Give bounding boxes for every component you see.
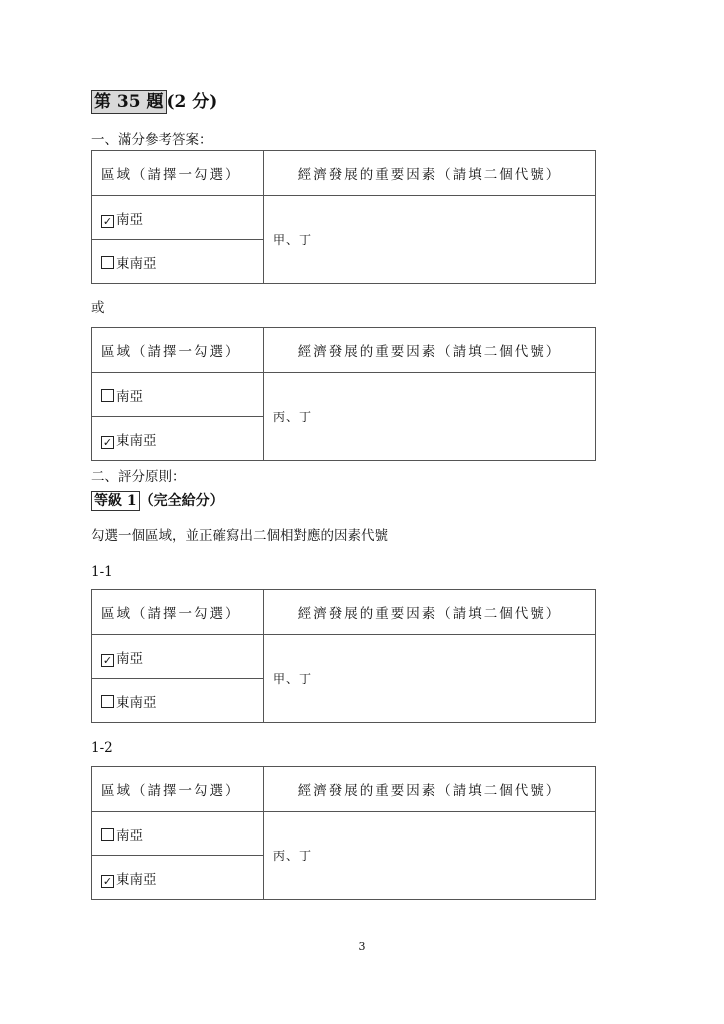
- region-label: 南亞: [116, 388, 143, 405]
- table-header-factor: 經濟發展的重要因素（請填二個代號）: [264, 767, 596, 812]
- region-label: 南亞: [116, 650, 143, 667]
- table-header-factor: 經濟發展的重要因素（請填二個代號）: [264, 328, 596, 373]
- region-label: 南亞: [116, 211, 143, 228]
- or-label: 或: [91, 300, 105, 316]
- factor-answer: 甲、丁: [264, 196, 596, 284]
- table-header-region: 區域（請擇一勾選）: [92, 590, 264, 635]
- case-label-1-1: 1-1: [91, 564, 113, 580]
- checkbox-icon: ✓: [102, 214, 113, 228]
- region-option-south-asia: [92, 373, 264, 417]
- factor-answer: 丙、丁: [264, 373, 596, 461]
- checkbox-icon: [101, 256, 114, 269]
- question-points: (2 分): [166, 92, 218, 112]
- region-option-south-asia: [92, 196, 264, 240]
- region-label: 南亞: [116, 827, 143, 844]
- region-option-southeast-asia: [92, 240, 264, 284]
- region-label: 東南亞: [116, 694, 157, 711]
- table-header-region: 區域（請擇一勾選）: [92, 151, 264, 196]
- answer-table-1: [91, 150, 596, 284]
- region-label: 東南亞: [116, 255, 157, 272]
- grade-description: 勾選一個區域，並正確寫出二個相對應的因素代號: [91, 528, 388, 544]
- page-number: 3: [358, 940, 366, 953]
- checkbox-icon: ✓: [102, 653, 113, 667]
- checkbox-icon: [101, 828, 114, 841]
- grade-note: （完全給分）: [139, 493, 224, 509]
- question-title: [91, 90, 217, 114]
- region-option-southeast-asia: [92, 856, 264, 900]
- region-option-south-asia: [92, 635, 264, 679]
- case-label-1-2: 1-2: [91, 740, 113, 756]
- grade-level: 等級 1: [91, 491, 140, 511]
- section1-heading: 一、滿分參考答案：: [91, 132, 213, 148]
- region-label: 東南亞: [116, 871, 157, 888]
- checkbox-icon: [101, 695, 114, 708]
- answer-table-3: [91, 589, 596, 723]
- answer-table-4: [91, 766, 596, 900]
- factor-answer: 丙、丁: [264, 812, 596, 900]
- table-header-region: 區域（請擇一勾選）: [92, 328, 264, 373]
- checkbox-icon: [101, 389, 114, 402]
- checkbox-icon: ✓: [102, 435, 113, 449]
- answer-table-2: [91, 327, 596, 461]
- region-option-south-asia: [92, 812, 264, 856]
- question-number: 第 35 題: [91, 90, 167, 114]
- table-header-factor: 經濟發展的重要因素（請填二個代號）: [264, 590, 596, 635]
- factor-answer: 甲、丁: [264, 635, 596, 723]
- grade-title: [91, 491, 224, 511]
- region-label: 東南亞: [116, 432, 157, 449]
- table-header-factor: 經濟發展的重要因素（請填二個代號）: [264, 151, 596, 196]
- checkbox-icon: ✓: [102, 874, 113, 888]
- region-option-southeast-asia: [92, 417, 264, 461]
- table-header-region: 區域（請擇一勾選）: [92, 767, 264, 812]
- section2-heading: 二、評分原則：: [91, 469, 186, 485]
- region-option-southeast-asia: [92, 679, 264, 723]
